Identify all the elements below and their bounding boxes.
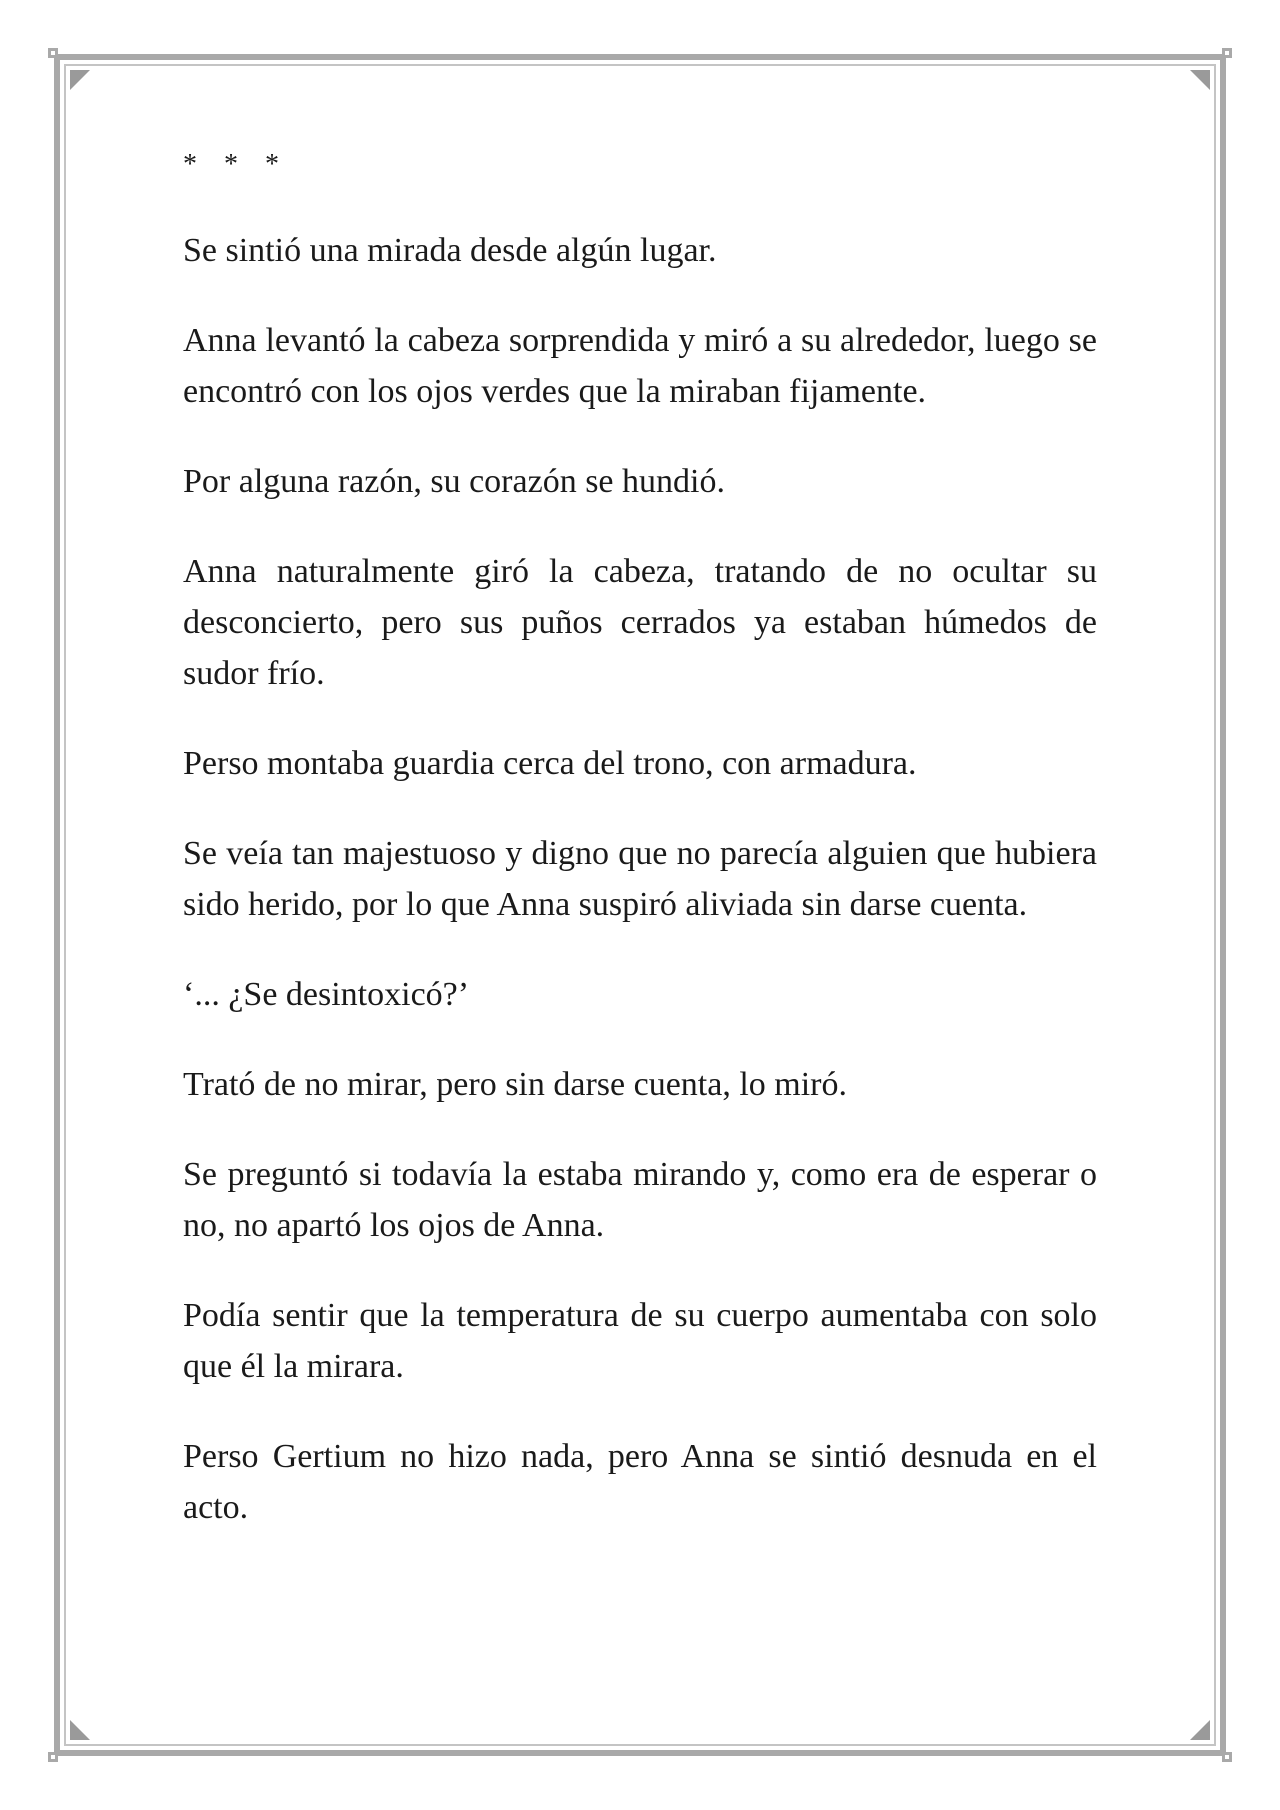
corner-ornament-bottom-right [1222,1752,1232,1762]
paragraph: Por alguna razón, su corazón se hundió. [183,463,725,500]
corner-ornament-bottom-left [48,1752,58,1762]
paragraph: Perso Gertium no hizo nada, pero Anna se sintió desnuda en el acto. [183,1438,1097,1526]
corner-ornament-top-left [48,48,58,58]
paragraph: Se preguntó si todavía la estaba mirando y, como era de esperar o no, no apartó los ojos de Anna. [183,1156,1097,1244]
body-text [183,145,1097,1572]
paragraph: Anna levantó la cabeza sorprendida y miró a su alrededor, luego se encontró con los ojos verdes que la miraban fijamente. [183,322,1097,410]
paragraph: Trató de no mirar, pero sin darse cuenta, lo miró. [183,1066,847,1103]
paragraph: Anna naturalmente giró la cabeza, tratando de no ocultar su desconcierto, pero sus puños cerrados ya estaban húmedos de sudor frío. [183,553,1097,692]
paragraph: Se veía tan majestuoso y digno que no parecía alguien que hubiera sido herido, por lo que Anna suspiró aliviada sin darse cuenta. [183,835,1097,923]
corner-triangle-top-right [1190,70,1210,90]
paragraph: Se sintió una mirada desde algún lugar. [183,232,717,269]
corner-triangle-bottom-left [70,1720,90,1740]
corner-triangle-top-left [70,70,90,90]
paragraph: Podía sentir que la temperatura de su cuerpo aumentaba con solo que él la mirara. [183,1297,1097,1385]
paragraph: Perso montaba guardia cerca del trono, con armadura. [183,745,917,782]
corner-triangle-bottom-right [1190,1720,1210,1740]
scene-break: * * * [183,149,289,180]
paragraph: ‘... ¿Se desintoxicó?’ [183,976,470,1013]
corner-ornament-top-right [1222,48,1232,58]
